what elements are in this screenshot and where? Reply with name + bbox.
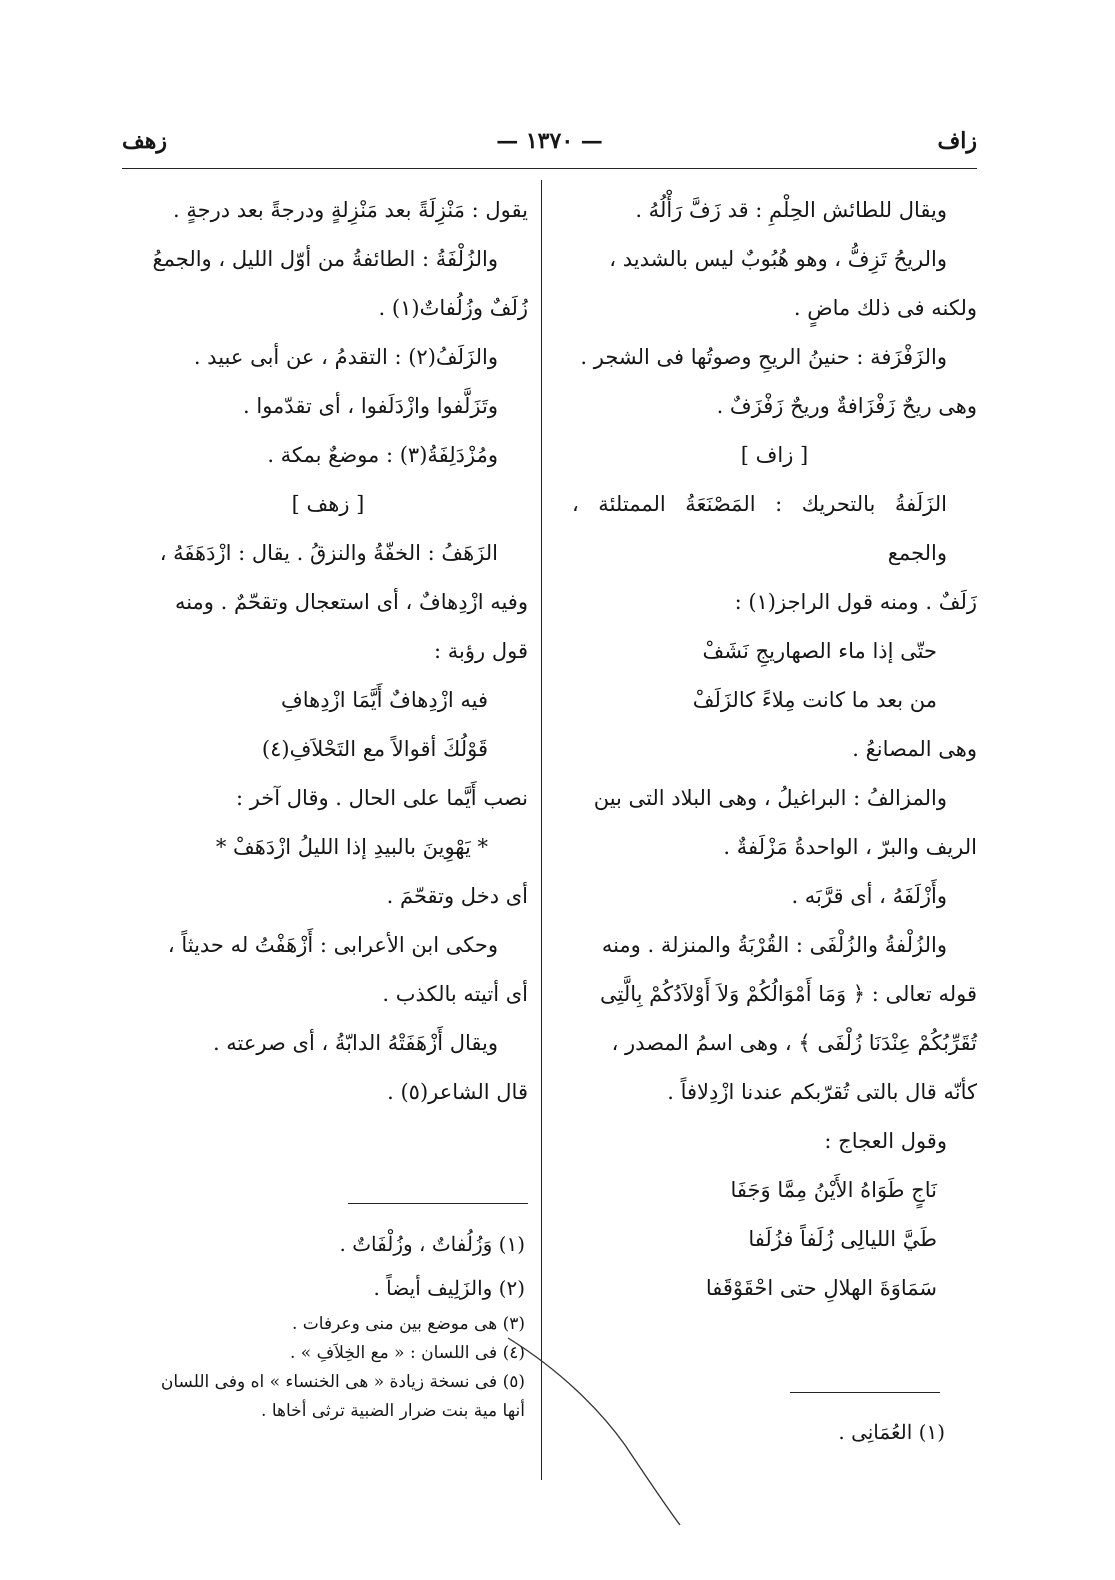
text-line: الريف والبرّ ، الواحدةُ مَزْلَفةٌ . [723, 835, 977, 859]
text-line: قَوْلُكَ أقوالاً مع التَحْلاَفِ(٤) [261, 737, 488, 761]
footnote-rule-left [348, 1203, 528, 1204]
text-line: تُقَرِّبُكُمْ عِنْدَنَا زُلْفَى ﴾ ، وهى اسمُ المصدر ، [611, 1031, 977, 1055]
footnotes-right [695, 1420, 945, 1444]
footnote: (٢) والزَلِيف أيضاً . [373, 1276, 525, 1300]
footnote: (١) وَزُلُفاتٌ ، وزُلْفَاتٌ . [339, 1232, 525, 1256]
text-line: وتَزَلَّفوا وازْدَلَفوا ، أى تقدّموا . [243, 394, 498, 418]
text-line: زُلَفٌ وزُلُفاتٌ(١) . [378, 296, 528, 320]
text-line: والمزالفُ : البراغيلُ ، وهى البلاد التى بين [593, 786, 947, 810]
text-line: طَيَّ الليالِى زُلَفاً فزُلَفا [748, 1227, 937, 1251]
page-number: — ١٣٧٠ — [496, 128, 603, 154]
text-line: نَاجٍ طَوَاهُ الأَيْنُ مِمَّا وَجَفَا [730, 1178, 937, 1202]
text-line: والريحُ تَزِفُّ ، وهو هُبُوبٌ ليس بالشديد ، [609, 247, 947, 271]
text-line: ولكنه فى ذلك ماضٍ . [793, 296, 977, 320]
text-line: أى دخل وتقحّمَ . [386, 884, 528, 908]
right-column [572, 186, 977, 1313]
text-line: [ زاف ] [740, 443, 809, 467]
footnote-rule-right [790, 1392, 940, 1393]
text-line: والزَفْزَفة : حنينُ الريحِ وصوتُها فى الشجر . [580, 345, 947, 369]
left-column [128, 186, 528, 1117]
footnotes-left [120, 1222, 525, 1426]
page-header [122, 128, 977, 162]
text-line: ويقال للطائش الحِلْمِ : قد زَفَّ رَأْلُهُ . [635, 198, 947, 222]
text-line: والزُلْفةُ والزُلْفَى : القُرْبَةُ والمنزلة . ومنه [601, 933, 947, 957]
text-line: نصب أَيَّما على الحال . وقال آخر : [235, 786, 528, 810]
text-line: حتّى إذا ماء الصهاريجِ نَشَفْ [702, 639, 937, 663]
footnote: أنها مية بنت ضرار الضبية ترثى أخاها . [261, 1401, 525, 1421]
text-line: أى أتيته بالكذب . [382, 982, 528, 1006]
footnote: (١) العُمَانِى . [838, 1420, 945, 1444]
footnote: (٣) هى موضع بين منى وعرفات . [292, 1314, 525, 1334]
header-rule [122, 168, 977, 169]
text-line: كأنّه قال بالتى تُقرّبكم عندنا ازْدِلافاً . [667, 1080, 977, 1104]
footnote: (٤) فى اللسان : « مع الخِلاَفِ » . [289, 1343, 525, 1363]
text-line: * يَهْوِينَ بالبيدِ إذا الليلُ ازْدَهَفْ * [215, 835, 488, 859]
footnote: (٥) فى نسخة زيادة « هى الخنساء » اه وفى اللسان [160, 1372, 525, 1392]
text-line: والزَلَفُ(٢) : التقدمُ ، عن أبى عبيد . [193, 345, 498, 369]
running-head-right: زاف [937, 128, 977, 154]
text-line: من بعد ما كانت مِلاءً كالزَلَفْ [692, 688, 937, 712]
text-line: الزَلَفةُ بالتحريك : المَصْنَعَةُ الممتلئة ، والجمع [572, 492, 947, 565]
text-line: فيه ازْدِهافٌ أَيَّمَا ازْدِهافِ [280, 688, 488, 712]
text-line: والزُلْفَةُ : الطائفةُ من أوّل الليل ، والجمعُ [152, 247, 498, 271]
running-head-left: زهف [122, 128, 167, 154]
text-line: ومُزْدَلِفَةُ(٣) : موضعٌ بمكة . [267, 443, 498, 467]
text-line: ويقال أَزْهَفَتْهُ الدابّةُ ، أى صرعته . [212, 1031, 498, 1055]
text-line: وحكى ابن الأعرابى : أَزْهَفْتُ له حديثاً ، [167, 933, 498, 957]
text-line: وهى ريحٌ زَفْزَافةٌ وريحٌ زَفْزَفٌ . [716, 394, 977, 418]
text-line: الزَهَفُ : الخفّةُ والنزقُ . يقال : ازْدَهَفَهُ ، [159, 541, 498, 565]
text-line: وهى المصانعُ . [852, 737, 977, 761]
text-line: وأَزْلَفَهُ ، أى قرَّبَه . [791, 884, 947, 908]
text-line: قول رؤبة : [434, 639, 528, 663]
text-line: وفيه ازْدِهافٌ ، أى استعجال وتقحّمٌ . ومنه [174, 590, 528, 614]
text-line: سَمَاوَةَ الهلالِ حتى احْقَوْقَفا [705, 1276, 937, 1300]
text-line: قال الشاعر(٥) . [387, 1080, 528, 1104]
text-line: قوله تعالى : ﴿ وَمَا أَمْوَالُكُمْ وَلاَ أَوْلاَدُكُمْ بِالَّتِى [599, 982, 977, 1006]
column-divider [541, 180, 542, 1480]
text-line: يقول : مَنْزِلَةً بعد مَنْزِلةٍ ودرجةً بعد درجةٍ . [173, 198, 528, 222]
text-line: [ زهف ] [291, 492, 365, 516]
text-line: وقول العجاج : [824, 1129, 947, 1153]
text-line: زَلَفٌ . ومنه قول الراجز(١) : [734, 590, 977, 614]
